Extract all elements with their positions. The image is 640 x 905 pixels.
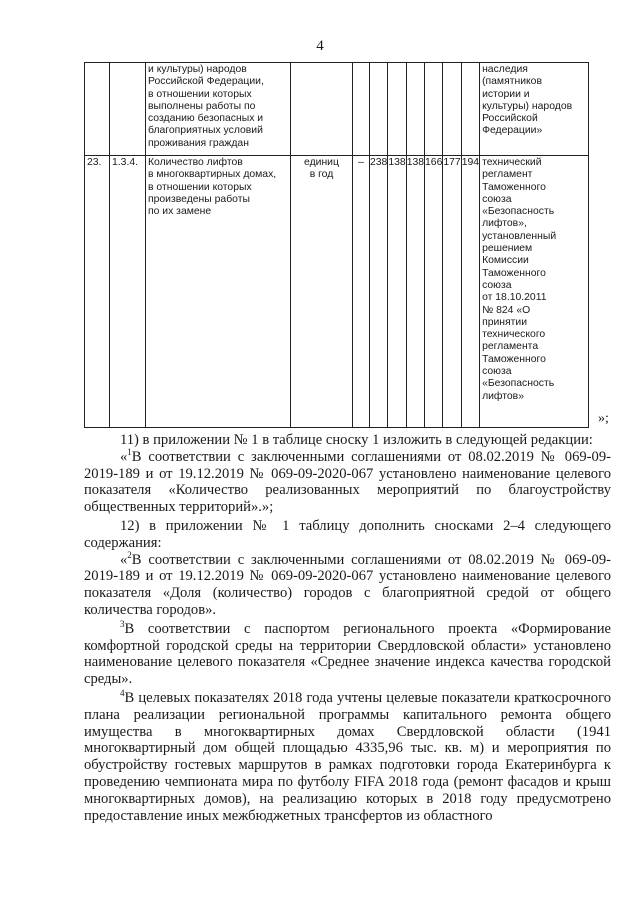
cell-value: [388, 63, 406, 156]
cell-value: [443, 63, 461, 156]
cell-value: [425, 63, 443, 156]
footnote-3-paragraph: [84, 618, 611, 688]
footnote-2-paragraph: [84, 549, 611, 619]
page-number: 4: [316, 38, 324, 54]
cell-unit: [291, 63, 353, 156]
cell-value-2020: 138: [388, 156, 406, 428]
footnote-1-paragraph: [84, 446, 611, 516]
cell-code: 1.3.4.: [110, 156, 146, 428]
cell-value-2021: 138: [406, 156, 424, 428]
footnote-2-text: В соответствии с заключенными соглашениями от 08.02.2019 № 069-09-2019-189 и от 19.12.2019 № 069-09-2020-067 установлено наименование целевого показателя «Доля (количество) городов с благоприятной средой от общего количества городов».: [84, 551, 611, 618]
cell-value: [370, 63, 388, 156]
cell-value: [461, 63, 479, 156]
body-text: [84, 432, 611, 824]
cell-value: [406, 63, 424, 156]
cell-base: –: [353, 156, 370, 428]
cell-value-2019: 238: [370, 156, 388, 428]
cell-number: 23.: [85, 156, 110, 428]
cell-value-2024: 194: [461, 156, 479, 428]
cell-code: [110, 63, 146, 156]
cell-unit: единиц в год: [291, 156, 353, 428]
table-row: [85, 63, 589, 156]
cell-source: наследия (памятников истории и культуры) народов Российской Федерации»: [480, 63, 589, 156]
table-row: [85, 156, 589, 428]
open-quote: «: [120, 551, 128, 568]
cell-indicator-name: и культуры) народов Российской Федерации, в отношении которых выполнены работы по созданию безопасных и благоприятных условий проживания граждан: [146, 63, 291, 156]
paragraph-11: 11) в приложении № 1 в таблице сноску 1 изложить в следующей редакции:: [120, 432, 593, 448]
footnote-mark-3: 3: [120, 618, 125, 629]
cell-value-2023: 177: [443, 156, 461, 428]
footnote-mark-4: 4: [120, 688, 125, 699]
cell-source: технический регламент Таможенного союза «Безопасность лифтов», установленный решением Комиссии Таможенного союза от 18.10.2011 № 824 «О принятии технического регламента Таможенного союза «Безопасность лифтов»: [480, 156, 589, 428]
open-quote: «: [120, 448, 128, 465]
footnote-mark-2: 2: [127, 549, 132, 560]
footnote-mark-1: 1: [127, 446, 132, 457]
table-closing-quote: »;: [598, 411, 609, 426]
footnote-1-text: В соответствии с заключенными соглашениями от 08.02.2019 № 069-09-2019-189 и от 19.12.2019 № 069-09-2020-067 установлено наименование целевого показателя «Количество реализованных мероприятий по благоустройству общественных территорий».»;: [84, 448, 611, 516]
footnote-4-paragraph: [84, 690, 611, 824]
cell-value-2022: 166: [425, 156, 443, 428]
footnote-4-text: В целевых показателях 2018 года учтены целевые показатели краткосрочного плана реализации региональной программы капитального ремонта общего имущества в многоквартирных домах Свердловской области (1941 многоквартирный дом общей площадью 4335,96 тыс. кв. м) и мероприятия по обустройству гостевых маршрутов в рамках подготовки города Екатеринбурга к проведению чемпионата мира по футболу FIFA 2018 года (ремонт фасадов и крыш многоквартирных домов), на реализацию которых в 2018 году предусмотрено предоставление иных межбюджетных трансфертов из областного: [84, 689, 611, 824]
cell-indicator-name: Количество лифтов в многоквартирных домах, в отношении которых произведены работы по их замене: [146, 156, 291, 428]
cell-base: [353, 63, 370, 156]
cell-number: [85, 63, 110, 156]
footnote-3-text: В соответствии с паспортом регионального проекта «Формирование комфортной городской среды на территории Свердловской области» установлено наименование целевого показателя «Среднее значение индекса качества городской среды».: [84, 620, 611, 688]
paragraph-12: 12) в приложении № 1 таблицу дополнить сносками 2–4 следующего содержания:: [84, 517, 611, 551]
indicators-table: [84, 62, 589, 428]
